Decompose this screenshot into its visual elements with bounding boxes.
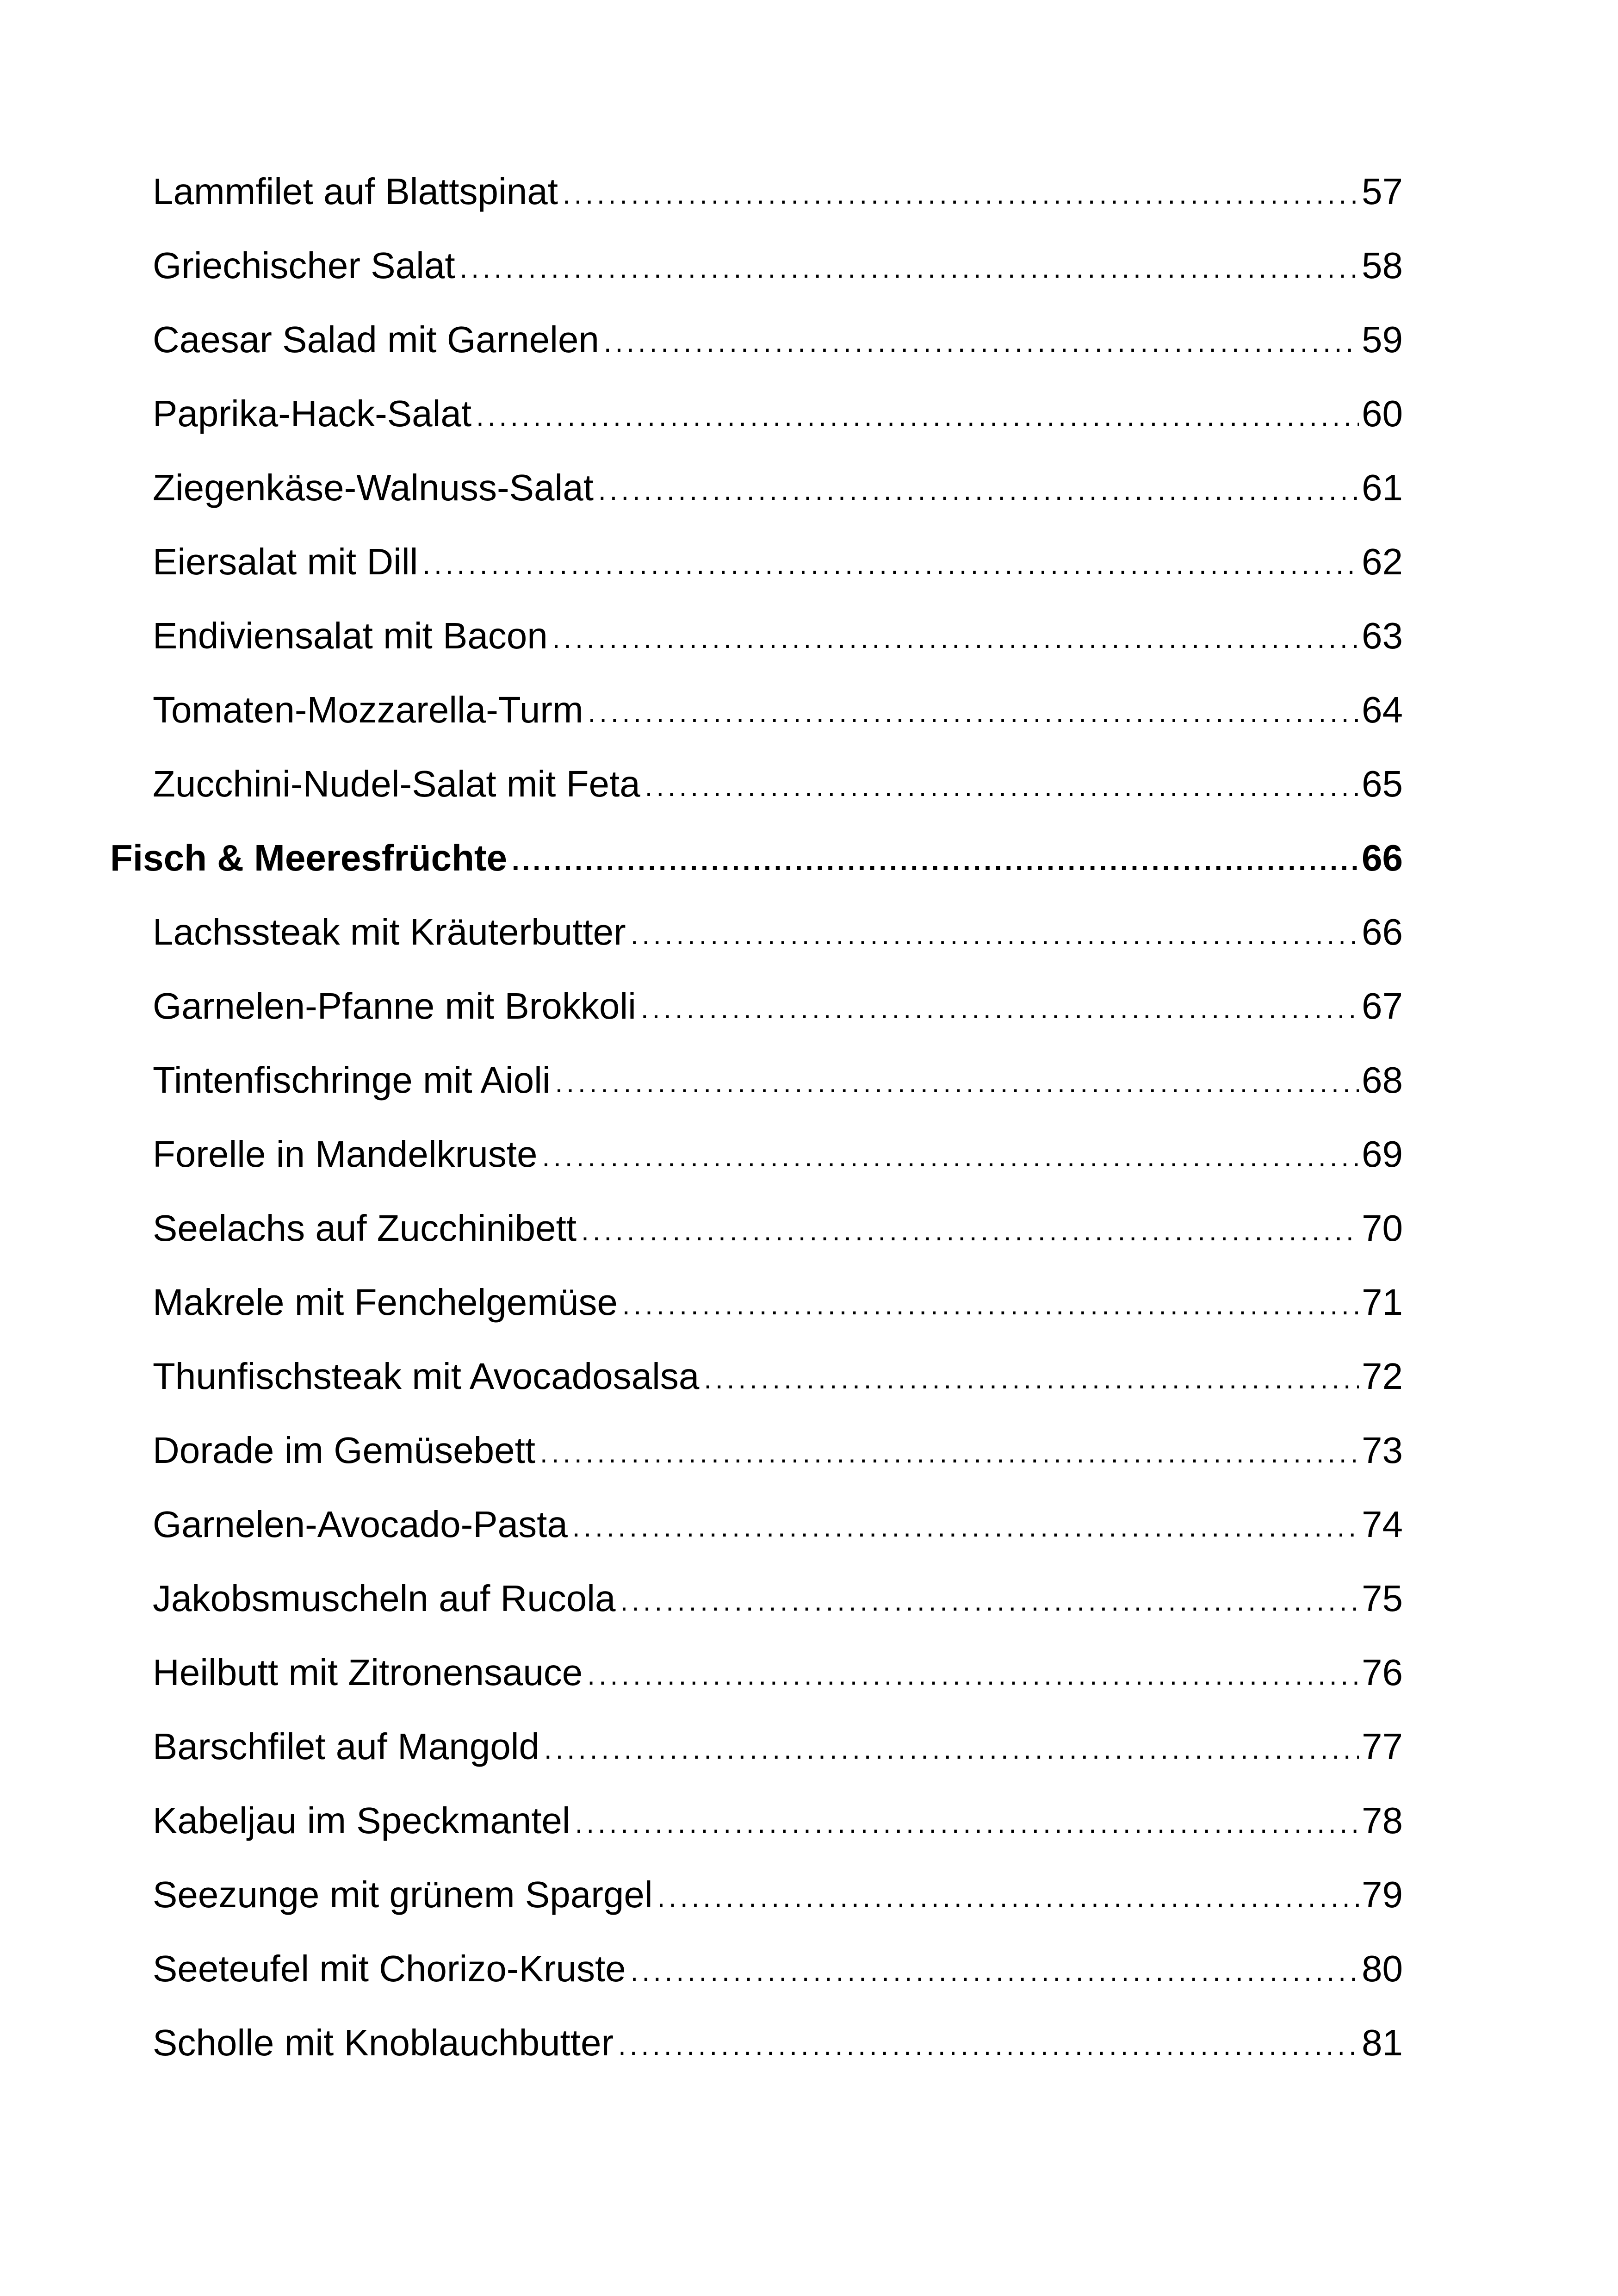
toc-section-page: 66 <box>1362 837 1403 878</box>
toc-leader-dots <box>542 1136 1359 1173</box>
toc-entry-page: 73 <box>1362 1430 1403 1471</box>
toc-entry-title: Seeteufel mit Chorizo-Kruste <box>153 1948 626 1989</box>
toc-leader-dots <box>704 1358 1359 1395</box>
toc-entry-title: Makrele mit Fenchelgemüse <box>153 1282 618 1323</box>
toc-entry-title: Forelle in Mandelkruste <box>153 1133 538 1175</box>
toc-leader-dots <box>476 395 1359 432</box>
toc-entry[interactable] <box>110 1858 1403 1932</box>
toc-entry-page: 80 <box>1362 1948 1403 1989</box>
toc-entry-title: Kabeljau im Speckmantel <box>153 1800 570 1841</box>
toc-entry[interactable] <box>110 1265 1403 1339</box>
toc-entry-page: 61 <box>1362 467 1403 508</box>
toc-entry-page: 67 <box>1362 985 1403 1027</box>
toc-entry-page: 57 <box>1362 171 1403 212</box>
toc-entry-page: 78 <box>1362 1800 1403 1841</box>
toc-entry-title: Lachssteak mit Kräuterbutter <box>153 911 626 952</box>
toc-entry-page: 64 <box>1362 689 1403 730</box>
toc-leader-dots <box>552 617 1359 654</box>
toc-leader-dots <box>641 988 1359 1025</box>
toc-entry[interactable] <box>110 2006 1403 2080</box>
toc-entry-title: Jakobsmuscheln auf Rucola <box>153 1578 616 1619</box>
toc-section-title: Fisch & Meeresfrüchte <box>110 837 508 878</box>
toc-leader-dots <box>620 1580 1359 1617</box>
toc-entry-page: 76 <box>1362 1652 1403 1693</box>
toc-leader-dots <box>657 1876 1359 1913</box>
toc-entry[interactable] <box>110 1043 1403 1117</box>
toc-entry-title: Scholle mit Knoblauchbutter <box>153 2022 614 2063</box>
toc-entry-title: Griechischer Salat <box>153 245 455 286</box>
toc-entry-page: 74 <box>1362 1504 1403 1545</box>
toc-entry[interactable] <box>110 1636 1403 1710</box>
toc-entry-title: Garnelen-Avocado-Pasta <box>153 1504 568 1545</box>
toc-entry-page: 58 <box>1362 245 1403 286</box>
toc-entry-page: 60 <box>1362 393 1403 434</box>
toc-entry-title: Caesar Salad mit Garnelen <box>153 319 599 360</box>
toc-entry[interactable] <box>110 1710 1403 1784</box>
toc-leader-dots <box>540 1432 1359 1469</box>
toc-entry-page: 81 <box>1362 2022 1403 2063</box>
toc-entry-title: Lammfilet auf Blattspinat <box>153 171 558 212</box>
toc-leader-dots <box>604 321 1359 358</box>
toc-entry[interactable] <box>110 895 1403 969</box>
toc-entry[interactable] <box>110 1191 1403 1265</box>
toc-leader-dots <box>631 1950 1359 1987</box>
toc-leader-dots <box>555 1062 1359 1099</box>
toc-leader-dots <box>563 173 1359 210</box>
toc-leader-dots <box>598 469 1359 506</box>
toc-entry-title: Tomaten-Mozzarella-Turm <box>153 689 583 730</box>
toc-entry-page: 62 <box>1362 541 1403 582</box>
toc-entry[interactable] <box>110 599 1403 673</box>
toc-entry-title: Garnelen-Pfanne mit Brokkoli <box>153 985 636 1027</box>
toc-leader-dots <box>422 543 1359 580</box>
toc-leader-dots <box>512 840 1359 877</box>
toc-entry-page: 79 <box>1362 1874 1403 1915</box>
toc-leader-dots <box>645 765 1359 803</box>
toc-entry-title: Paprika-Hack-Salat <box>153 393 472 434</box>
toc-entry-title: Barschfilet auf Mangold <box>153 1726 540 1767</box>
toc-entry[interactable] <box>110 1413 1403 1487</box>
toc-entry-page: 68 <box>1362 1059 1403 1101</box>
toc-section-heading[interactable] <box>110 821 1403 895</box>
toc-entry-title: Seelachs auf Zucchinibett <box>153 1207 577 1249</box>
toc-entry[interactable] <box>110 377 1403 451</box>
toc-entry-page: 63 <box>1362 615 1403 656</box>
toc-leader-dots <box>572 1506 1359 1543</box>
toc-leader-dots <box>622 1284 1359 1321</box>
toc-entry[interactable] <box>110 1487 1403 1562</box>
toc-entry[interactable] <box>110 1562 1403 1636</box>
toc-entry-page: 66 <box>1362 911 1403 952</box>
toc-entry-title: Thunfischsteak mit Avocadosalsa <box>153 1356 700 1397</box>
toc-entry-page: 65 <box>1362 763 1403 804</box>
toc-entry[interactable] <box>110 747 1403 821</box>
toc-entry[interactable] <box>110 969 1403 1043</box>
toc-entry[interactable] <box>110 1932 1403 2006</box>
toc-entry[interactable] <box>110 303 1403 377</box>
toc-leader-dots <box>581 1210 1359 1247</box>
toc-entry-page: 75 <box>1362 1578 1403 1619</box>
toc-entry[interactable] <box>110 1784 1403 1858</box>
toc-entry-page: 70 <box>1362 1207 1403 1249</box>
toc-leader-dots <box>588 691 1359 728</box>
toc-entry-title: Zucchini-Nudel-Salat mit Feta <box>153 763 640 804</box>
toc-entry-title: Endiviensalat mit Bacon <box>153 615 548 656</box>
toc-leader-dots <box>544 1728 1359 1765</box>
toc-entry[interactable] <box>110 1117 1403 1191</box>
toc-entry-page: 71 <box>1362 1282 1403 1323</box>
toc-entry-title: Heilbutt mit Zitronensauce <box>153 1652 583 1693</box>
toc-entry[interactable] <box>110 525 1403 599</box>
toc-leader-dots <box>575 1802 1359 1839</box>
toc-entry-page: 77 <box>1362 1726 1403 1767</box>
toc-entry-title: Dorade im Gemüsebett <box>153 1430 536 1471</box>
toc-entry-title: Eiersalat mit Dill <box>153 541 418 582</box>
toc-entry-page: 72 <box>1362 1356 1403 1397</box>
toc-leader-dots <box>587 1654 1359 1691</box>
toc-entry-page: 59 <box>1362 319 1403 360</box>
toc-leader-dots <box>618 2024 1359 2061</box>
toc-entry[interactable] <box>110 229 1403 303</box>
toc-leader-dots <box>631 914 1359 951</box>
toc-entry[interactable] <box>110 155 1403 229</box>
table-of-contents <box>110 155 1403 2080</box>
toc-entry-title: Ziegenkäse-Walnuss-Salat <box>153 467 594 508</box>
toc-entry[interactable] <box>110 673 1403 747</box>
toc-entry[interactable] <box>110 1339 1403 1413</box>
toc-leader-dots <box>460 247 1359 284</box>
toc-entry-title: Tintenfischringe mit Aioli <box>153 1059 551 1101</box>
toc-entry-page: 69 <box>1362 1133 1403 1175</box>
toc-entry-title: Seezunge mit grünem Spargel <box>153 1874 653 1915</box>
toc-entry[interactable] <box>110 451 1403 525</box>
